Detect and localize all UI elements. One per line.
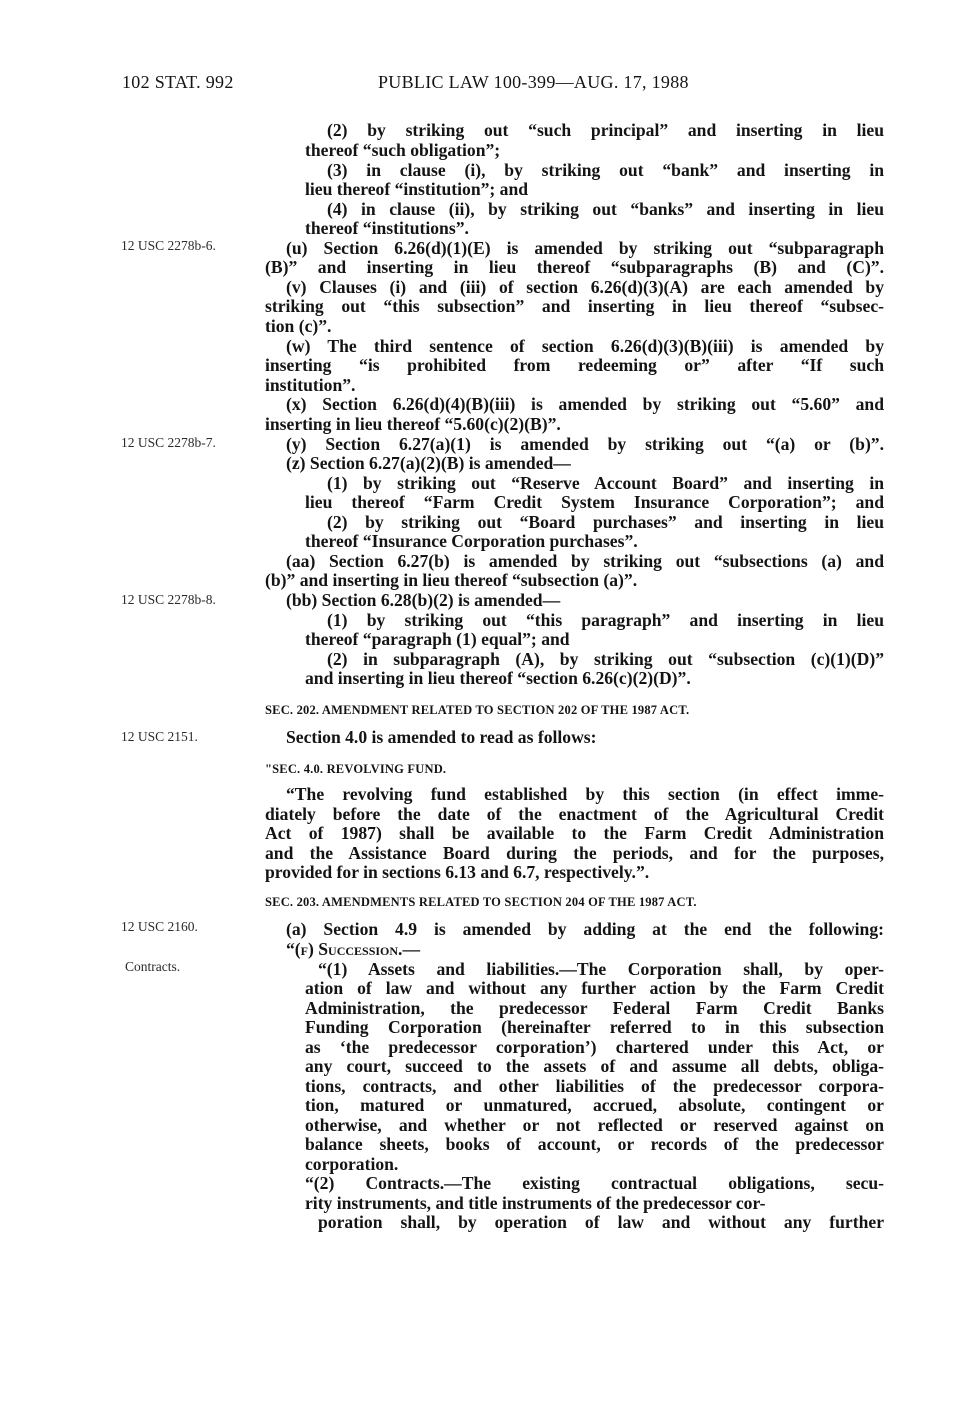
- text-line: (u) Section 6.26(d)(1)(E) is amended by striking out “subparagraph: [286, 238, 884, 258]
- text-line: (b)” and inserting in lieu thereof “subsection (a)”.: [265, 570, 638, 590]
- text-line: ation of law and without any further action by the Farm Credit: [305, 978, 884, 998]
- text-line: (B)” and inserting in lieu thereof “subparagraphs (B) and (C)”.: [265, 257, 884, 277]
- text-line: (v) Clauses (i) and (iii) of section 6.26(d)(3)(A) are each amended by: [286, 277, 884, 297]
- margin-note-usc: 12 USC 2278b-8.: [121, 592, 216, 607]
- text-line: thereof “such obligation”;: [305, 140, 501, 160]
- text-line: tion (c)”.: [265, 316, 332, 336]
- text-line: “(1) Assets and liabilities.—The Corporation shall, by oper-: [318, 959, 884, 979]
- text-line: balance sheets, books of account, or records of the predecessor: [305, 1134, 884, 1154]
- section-heading: SEC. 203. AMENDMENTS RELATED TO SECTION 204 OF THE 1987 ACT.: [265, 895, 697, 909]
- text-line: striking out “this subsection” and inserting in lieu thereof “subsec-: [265, 296, 884, 316]
- margin-note-topic: Contracts.: [125, 959, 181, 974]
- text-line: (1) by striking out “Reserve Account Board” and inserting in: [327, 473, 884, 493]
- text-line: inserting in lieu thereof “5.60(c)(2)(B)”.: [265, 414, 561, 434]
- text-line: Act of 1987) shall be available to the Farm Credit Administration: [265, 823, 884, 843]
- text-line: (w) The third sentence of section 6.26(d)(3)(B)(iii) is amended by: [286, 336, 884, 356]
- text-line: and the Assistance Board during the periods, and for the purposes,: [265, 843, 884, 863]
- page-stat-number: 102 STAT. 992: [122, 72, 234, 92]
- text-line: any court, succeed to the assets of and assume all debts, obliga-: [305, 1056, 884, 1076]
- text-line: Section 4.0 is amended to read as follows:: [286, 727, 597, 747]
- text-line: (z) Section 6.27(a)(2)(B) is amended—: [286, 453, 571, 473]
- text-line: “The revolving fund established by this section (in effect imme-: [286, 784, 884, 804]
- text-line: (4) in clause (ii), by striking out “banks” and inserting in lieu: [327, 199, 884, 219]
- margin-note-usc: 12 USC 2278b-6.: [121, 238, 216, 253]
- text-line: tion, matured or unmatured, accrued, absolute, contingent or: [305, 1095, 884, 1115]
- text-line: (3) in clause (i), by striking out “bank” and inserting in: [327, 160, 884, 180]
- text-line: corporation.: [305, 1154, 399, 1174]
- section-heading: SEC. 202. AMENDMENT RELATED TO SECTION 202 OF THE 1987 ACT.: [265, 703, 690, 717]
- text-line: diately before the date of the enactment of the Agricultural Credit: [265, 804, 884, 824]
- margin-note-usc: 12 USC 2151.: [121, 729, 198, 744]
- margin-note-usc: 12 USC 2160.: [121, 919, 198, 934]
- text-line: and inserting in lieu thereof “section 6.26(c)(2)(D)”.: [305, 668, 691, 688]
- text-line: (y) Section 6.27(a)(1) is amended by striking out “(a) or (b)”.: [286, 434, 884, 454]
- text-line: “(f) Succession.—: [286, 939, 421, 959]
- text-line: thereof “Insurance Corporation purchases”.: [305, 531, 638, 551]
- text-line: Funding Corporation (hereinafter referred to in this subsection: [305, 1017, 884, 1037]
- text-line: lieu thereof “Farm Credit System Insurance Corporation”; and: [305, 492, 884, 512]
- text-line: (x) Section 6.26(d)(4)(B)(iii) is amended by striking out “5.60” and: [286, 394, 884, 414]
- text-line: lieu thereof “institution”; and: [305, 179, 529, 199]
- text-line: (2) by striking out “such principal” and inserting in lieu: [327, 120, 884, 140]
- text-line: inserting “is prohibited from redeeming or” after “If such: [265, 355, 884, 375]
- text-line: as ‘the predecessor corporation’) chartered under this Act, or: [305, 1037, 884, 1057]
- text-line: “(2) Contracts.—The existing contractual obligations, secu-: [305, 1173, 884, 1193]
- text-line: tions, contracts, and other liabilities of the predecessor corpora-: [305, 1076, 884, 1096]
- text-line: otherwise, and whether or not reflected or reserved against on: [305, 1115, 884, 1135]
- text-line: (1) by striking out “this paragraph” and inserting in lieu: [327, 610, 884, 630]
- text-line: provided for in sections 6.13 and 6.7, respectively.”.: [265, 862, 650, 882]
- section-heading: "SEC. 4.0. REVOLVING FUND.: [265, 762, 447, 776]
- margin-note-usc: 12 USC 2278b-7.: [121, 435, 216, 450]
- text-line: (a) Section 4.9 is amended by adding at the end the following:: [286, 919, 884, 939]
- text-line: (2) by striking out “Board purchases” and inserting in lieu: [327, 512, 884, 532]
- text-line: (aa) Section 6.27(b) is amended by striking out “subsections (a) and: [286, 551, 884, 571]
- text-line: rity instruments, and title instruments of the predecessor cor-: [305, 1193, 766, 1213]
- text-line: institution”.: [265, 375, 356, 395]
- text-line: thereof “institutions”.: [305, 218, 469, 238]
- page-header-title: PUBLIC LAW 100-399—AUG. 17, 1988: [378, 72, 689, 92]
- text-line: (bb) Section 6.28(b)(2) is amended—: [286, 590, 561, 610]
- text-line: thereof “paragraph (1) equal”; and: [305, 629, 570, 649]
- text-line: poration shall, by operation of law and without any further: [318, 1212, 884, 1232]
- text-line: (2) in subparagraph (A), by striking out “subsection (c)(1)(D)”: [327, 649, 884, 669]
- text-line: Administration, the predecessor Federal Farm Credit Banks: [305, 998, 884, 1018]
